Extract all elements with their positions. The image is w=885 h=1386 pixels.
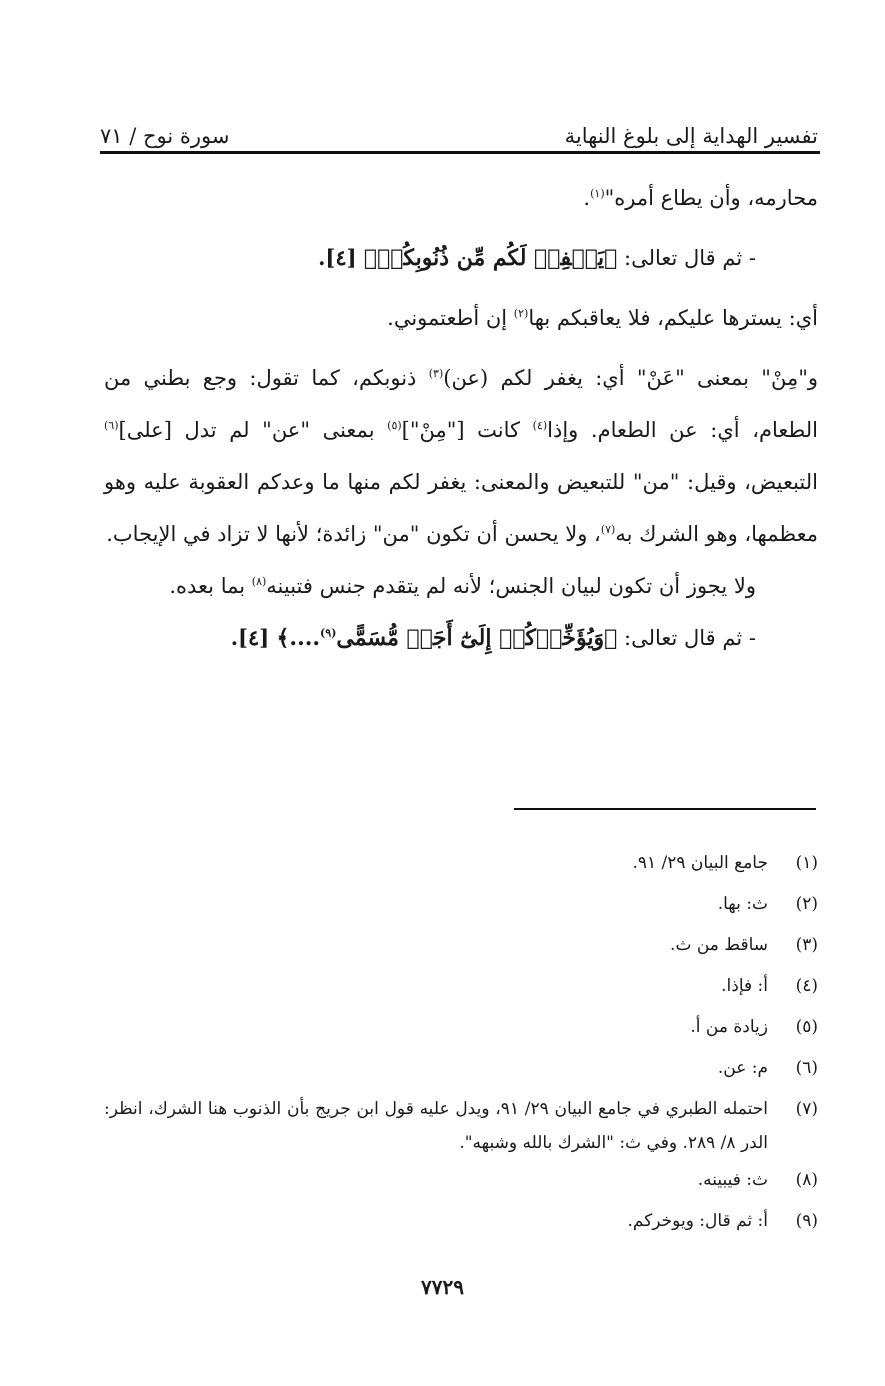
footnote-marker-5: (٥) [387, 419, 402, 432]
surah-reference: سورة نوح / ٧١ [100, 124, 230, 148]
footnote-marker-3: (٣) [428, 367, 444, 380]
footnote-item [104, 884, 818, 925]
footnote-item [104, 1201, 818, 1242]
footnote-separator [514, 808, 816, 810]
footnote-marker-6: (٦) [104, 419, 119, 432]
footnote-marker-4: (٤) [532, 419, 548, 432]
verse-ref-2: [٤]. [230, 625, 277, 650]
paragraph-verse-1: - ثم قال تعالى: ﴿يَغۡفِرۡ لَكُم مِّن ذُنُوبِكُمۡ﴾ [٤]. [318, 245, 756, 271]
page-number: ٧٧٢٩ [421, 1275, 464, 1299]
footnote-text: ساقط من ث. [670, 935, 768, 955]
quran-verse-2: ﴿وَيُؤَخِّرۡكُمۡ إِلَىٰٓ أَجَلٖ مُّسَمًّى$^{(٩)}$....﴾ [276, 625, 618, 651]
footnote-item [104, 925, 818, 966]
footnote-item [104, 1007, 818, 1048]
paragraph-3: أي: يسترها عليكم، فلا يعاقبكم بها$^{(٢)}$ إن أطعتموني. [387, 306, 818, 330]
footnote-text: م: عن. [717, 1058, 768, 1078]
footnote-number: (١) [795, 853, 818, 873]
book-title: تفسير الهداية إلى بلوغ النهاية [564, 124, 818, 148]
footnote-text: احتمله الطبري في جامع البيان ٢٩/ ٩١، ويدل عليه قول ابن جريج بأن الذنوب هنا الشرك، انظر: الدر ٨/ ٢٨٩. وفي ث: "الشرك بالله وشبهه". [104, 1099, 768, 1153]
verse-ref-1: [٤]. [318, 245, 364, 270]
footnote-text: ث: بها. [717, 894, 768, 914]
footnote-number: (٧) [795, 1099, 818, 1119]
paragraph-verse-2: - ثم قال تعالى: ﴿وَيُؤَخِّرۡكُمۡ إِلَىٰٓ أَجَلٖ مُّسَمًّى$^{(٩)}$....﴾ [٤]. [230, 625, 756, 651]
footnote-number: (٩) [795, 1211, 818, 1231]
paragraph-5: ولا يجوز أن تكون لبيان الجنس؛ لأنه لم يتقدم جنس فتبينه$^{(٨)}$ بما بعده. [169, 574, 756, 598]
footnote-marker-9: (٩) [320, 626, 337, 640]
footnotes [104, 843, 818, 1242]
paragraph-4: و"مِنْ" بمعنى "عَنْ" أي: يغفر لكم (عن)$^{(٣)}$ ذنوبكم، كما تقول: وجع بطني من الطعام، أي: عن الطعام. وإذا$^{(٤)}$ كانت ["مِنْ"]$^{(٥)}$ بمعنى "عن" لم تدل [على]$^{(٦)}$ التبعيض، وقيل: "من" للتبعيض والمعنى: يغفر لكم منها ما وعدكم العقوبة عليه وهو معظمها، وهو الشرك به$^{(٧)}$، ولا يحسن أن تكون "من" زائدة؛ لأنها لا تزاد في الإيجاب. [104, 366, 818, 546]
paragraph-1: محارمه، وأن يطاع أمره"$^{(١)}$. [583, 186, 818, 210]
footnote-item [104, 1160, 818, 1201]
footnote-item [104, 1048, 818, 1089]
footnote-item [104, 1089, 818, 1160]
footnote-number: (٤) [795, 976, 818, 996]
footnote-text: ث: فيبينه. [697, 1170, 768, 1190]
footnote-number: (٥) [795, 1017, 818, 1037]
footnote-number: (٨) [795, 1170, 818, 1190]
footnote-text: زيادة من أ. [690, 1017, 768, 1037]
quran-verse-1: ﴿يَغۡفِرۡ لَكُم مِّن ذُنُوبِكُمۡ﴾ [363, 245, 618, 271]
footnote-marker-7: (٧) [600, 523, 616, 536]
footnote-number: (٢) [795, 894, 818, 914]
footnote-text: أ: فإذا. [721, 976, 768, 996]
footnote-number: (٦) [795, 1058, 818, 1078]
footnote-item [104, 843, 818, 884]
footnote-text: أ: ثم قال: ويوخركم. [627, 1211, 768, 1231]
footnote-marker-8: (٨) [251, 575, 267, 588]
footnote-number: (٣) [795, 935, 818, 955]
footnote-item [104, 966, 818, 1007]
footnote-marker-2: (٢) [513, 307, 529, 320]
footnote-marker-1: (١) [590, 187, 605, 200]
main-text [104, 172, 818, 664]
header-rule [100, 151, 820, 154]
footnote-text: جامع البيان ٢٩/ ٩١. [632, 853, 768, 873]
running-header [100, 108, 818, 148]
